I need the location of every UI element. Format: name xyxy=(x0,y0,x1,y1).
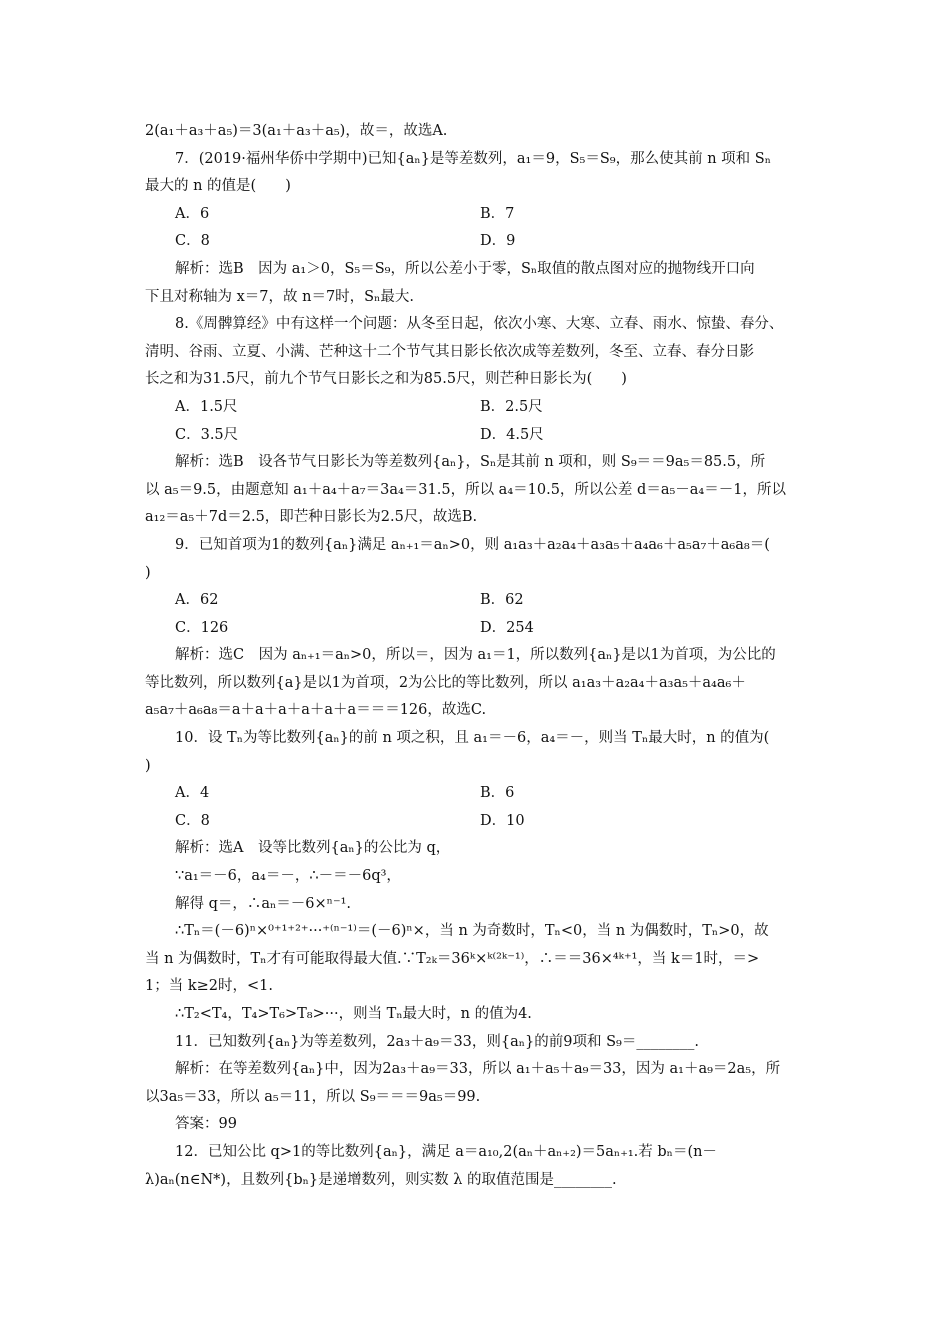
text-line: ∵a₁＝－6，a₄＝－，∴－＝－6q³， xyxy=(175,868,401,885)
text-line: 11．已知数列{aₙ}为等差数列，2a₃＋a₉＝33，则{aₙ}的前9项和 S₉＝________. xyxy=(175,1033,699,1050)
text-line: 1；当 k≥2时，<1. xyxy=(145,978,273,995)
text-line: 长之和为31.5尺，前九个节气日影长之和为85.5尺，则芒种日影长为( ) xyxy=(145,371,627,388)
text-line: 最大的 n 的值是( ) xyxy=(145,178,291,195)
text-line: 解析：选C 因为 aₙ₊₁＝aₙ>0，所以＝，因为 a₁＝1，所以数列{aₙ}是以1为首项，为公比的 xyxy=(175,647,776,664)
text-line: 解得 q＝，∴aₙ＝－6×ⁿ⁻¹. xyxy=(175,895,352,912)
answer-option: D．10 xyxy=(480,812,525,829)
text-line: 当 n 为偶数时，Tₙ才有可能取得最大值.∵T₂ₖ＝36ᵏ×ᵏ⁽²ᵏ⁻¹⁾，∴＝＝36×⁴ᵏ⁺¹，当 k＝1时，＝> xyxy=(145,950,760,967)
answer-option: D．9 xyxy=(480,233,516,250)
answer-options-row xyxy=(145,422,818,450)
answer-option: D．254 xyxy=(480,619,534,636)
text-line: 7．(2019·福州华侨中学期中)已知{aₙ}是等差数列，a₁＝9，S₅＝S₉，那么使其前 n 项和 Sₙ xyxy=(175,150,771,167)
answer-option: C．126 xyxy=(175,619,229,636)
text-line: 解析：选B 设各节气日影长为等差数列{aₙ}，Sₙ是其前 n 项和，则 S₉＝＝9a₅＝85.5，所 xyxy=(175,454,766,471)
text-line: a₁₂＝a₅＋7d＝2.5，即芒种日影长为2.5尺，故选B. xyxy=(145,509,478,526)
answer-option: B．6 xyxy=(480,785,515,802)
text-line: ) xyxy=(145,564,151,581)
text-line: 12．已知公比 q>1的等比数列{aₙ}，满足 a＝a₁₀,2(aₙ＋aₙ₊₂)＝5aₙ₊₁.若 bₙ＝(n－ xyxy=(175,1143,717,1160)
answer-options-row xyxy=(145,780,818,808)
answer-option: C．8 xyxy=(175,233,210,250)
answer-options-row xyxy=(145,587,818,615)
text-line: 8.《周髀算经》中有这样一个问题：从冬至日起，依次小寒、大寒、立春、雨水、惊蛰、春分、 xyxy=(175,316,784,333)
text-line: 解析：在等差数列{aₙ}中，因为2a₃＋a₉＝33，所以 a₁＋a₅＋a₉＝33，因为 a₁＋a₉＝2a₅，所 xyxy=(175,1061,781,1078)
text-line: 答案：99 xyxy=(175,1116,237,1133)
answer-option: A．62 xyxy=(175,592,219,609)
text-line: 清明、谷雨、立夏、小满、芒种这十二个节气其日影长依次成等差数列，冬至、立春、春分日影 xyxy=(145,343,754,360)
answer-option: B．62 xyxy=(480,592,524,609)
text-line: 以 a₅＝9.5，由题意知 a₁＋a₄＋a₇＝3a₄＝31.5，所以 a₄＝10.5，所以公差 d＝a₅－a₄＝－1，所以 xyxy=(145,481,786,498)
answer-option: A．1.5尺 xyxy=(175,398,238,415)
answer-option: A．4 xyxy=(175,785,210,802)
answer-option: B．7 xyxy=(480,205,515,222)
text-line: 解析：选B 因为 a₁＞0，S₅＝S₉，所以公差小于零，Sₙ取值的散点图对应的抛物线开口向 xyxy=(175,260,755,277)
text-line: 10．设 Tₙ为等比数列{aₙ}的前 n 项之积，且 a₁＝－6，a₄＝－，则当 Tₙ最大时，n 的值为( xyxy=(175,730,770,747)
text-line: ∴Tₙ＝(－6)ⁿ×⁰⁺¹⁺²⁺···⁺⁽ⁿ⁻¹⁾＝(－6)ⁿ×，当 n 为奇数时，Tₙ<0，当 n 为偶数时，Tₙ>0，故 xyxy=(175,923,769,940)
answer-option: B．2.5尺 xyxy=(480,398,543,415)
answer-option: D．4.5尺 xyxy=(480,426,544,443)
text-line: 解析：选A 设等比数列{aₙ}的公比为 q， xyxy=(175,840,451,857)
answer-options-row xyxy=(145,615,818,643)
text-line: 2(a₁＋a₃＋a₅)＝3(a₁＋a₃＋a₅)，故＝，故选A. xyxy=(145,123,448,139)
text-line: a₅a₇＋a₆a₈＝a＋a＋a＋a＋a＋a＝＝＝126，故选C. xyxy=(145,702,487,719)
text-line: 等比数列，所以数列{a}是以1为首项，2为公比的等比数列，所以 a₁a₃＋a₂a₄＋a₃a₅＋a₄a₆＋ xyxy=(145,674,746,691)
text-line: ) xyxy=(145,757,151,774)
answer-options-row xyxy=(145,228,818,256)
answer-options-row xyxy=(145,394,818,422)
answer-option: C．8 xyxy=(175,812,210,829)
answer-option: A．6 xyxy=(175,205,210,222)
answer-options-row xyxy=(145,808,818,836)
text-line: 9．已知首项为1的数列{aₙ}满足 aₙ₊₁＝aₙ>0，则 a₁a₃＋a₂a₄＋a₃a₅＋a₄a₆＋a₅a₇＋a₆a₈＝( xyxy=(175,536,770,553)
answer-options-row xyxy=(145,201,818,229)
answer-option: C．3.5尺 xyxy=(175,426,239,443)
text-line: 以3a₅＝33，所以 a₅＝11，所以 S₉＝＝＝9a₅＝99. xyxy=(145,1088,481,1105)
text-line: 下且对称轴为 x＝7，故 n＝7时，Sₙ最大. xyxy=(145,288,414,305)
text-line: λ)aₙ(n∈N*)，且数列{bₙ}是递增数列，则实数 λ 的取值范围是________. xyxy=(145,1171,617,1188)
text-line: ∴T₂<T₄，T₄>T₆>T₈>···，则当 Tₙ最大时，n 的值为4. xyxy=(175,1006,532,1022)
